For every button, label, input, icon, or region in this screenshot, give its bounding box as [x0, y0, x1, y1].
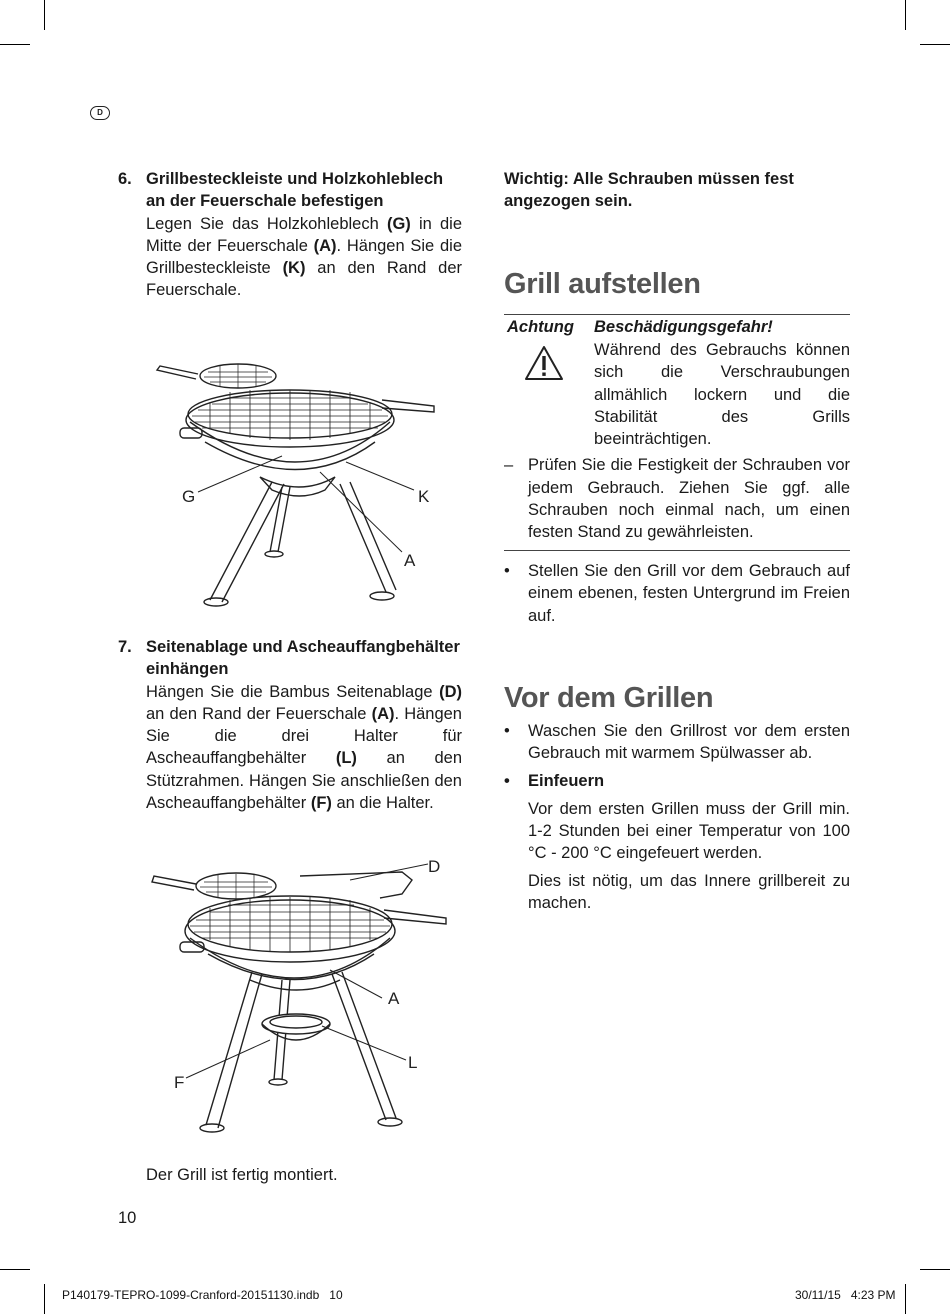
label-g: G: [182, 487, 196, 506]
label-a: A: [404, 551, 416, 570]
step-6: [118, 168, 462, 302]
page-number: 10: [118, 1209, 137, 1227]
warning-label: Achtung: [507, 318, 574, 336]
grill-diagram-charcoal-plate: [150, 352, 450, 614]
crop-mark: [920, 1269, 950, 1270]
warning-instruction: [504, 454, 850, 543]
crop-mark: [905, 1284, 906, 1314]
instruction-text: Prüfen Sie die Festigkeit der Schrauben vor jedem Gebrauch. Ziehen Sie ggf. alle Schrauben noch einmal nach, um einen festen Stand zu gewährleisten.: [528, 456, 850, 542]
step-7: [118, 636, 462, 814]
step-title: Seitenablage und Ascheauffangbehälter einhängen: [146, 638, 460, 679]
paragraph: Dies ist nötig, um das Innere grillbereit zu machen.: [528, 871, 850, 913]
section-heading-vor-dem-grillen: Vor dem Grillen: [504, 682, 714, 714]
step-body: Legen Sie das Holzkohleblech (G) in die Mitte der Feuerschale (A). Hängen Sie die Grillbesteckleiste (K) an den Rand der Feuerschale.: [146, 214, 463, 300]
step-number: 7.: [118, 638, 132, 656]
paragraph: Vor dem ersten Grillen muss der Grill min. 1-2 Stunden bei einer Temperatur von 100 °C - 200 °C eingefeuert werden.: [528, 799, 850, 863]
crop-mark: [0, 1269, 30, 1270]
crop-mark: [44, 1284, 45, 1314]
dash-marker: –: [504, 456, 514, 475]
crop-mark: [920, 44, 950, 45]
label-k: K: [418, 487, 430, 506]
important-note: Wichtig: Alle Schrauben müssen fest angezogen sein.: [504, 170, 794, 211]
step-number: 6.: [118, 170, 132, 188]
list-item: • Waschen Sie den Grillrost vor dem ersten Gebrauch mit warmem Spülwasser ab.: [504, 720, 850, 765]
closing-text: Der Grill ist fertig montiert.: [146, 1166, 338, 1184]
warning-title: Beschädigungsgefahr!: [594, 318, 773, 336]
step-title: Grillbesteckleiste und Holzkohleblech an der Feuerschale befestigen: [146, 170, 444, 211]
crop-mark: [905, 0, 906, 30]
warning-box: [504, 314, 850, 551]
step-body: Hängen Sie die Bambus Seitenablage (D) an den Rand der Feuerschale (A). Hängen Sie die drei Halter für Ascheauffangbehälter (L) an den Stützrahmen. Hängen Sie anschließen den Ascheauffangbehälter (F) an die Halter.: [146, 682, 462, 813]
label-a: A: [388, 989, 400, 1008]
bullet-text: Stellen Sie den Grill vor dem Gebrauch auf einem ebenen, festen Untergrund im Freien auf.: [528, 562, 850, 625]
crop-mark: [44, 0, 45, 30]
bullet-marker: •: [504, 562, 510, 580]
label-d: D: [428, 857, 441, 876]
before-grilling-list: [504, 720, 850, 914]
warning-text: Während des Gebrauchs können sich die Verschraubungen allmählich lockern und die Stabilität des Grills beeinträchtigen.: [594, 341, 850, 449]
label-f: F: [174, 1073, 185, 1092]
bullet-title: Einfeuern: [528, 771, 605, 790]
warning-triangle-icon: [524, 345, 564, 381]
crop-mark: [0, 44, 30, 45]
list-item: • Einfeuern: [504, 770, 850, 792]
setup-bullet: [504, 560, 850, 627]
footer-file-info: P140179-TEPRO-1099-Cranford-20151130.indb 10: [62, 1288, 343, 1302]
footer-timestamp: 30/11/15 4:23 PM: [795, 1288, 896, 1302]
language-badge: D: [90, 106, 110, 120]
label-l: L: [408, 1053, 418, 1072]
bullet-text: Waschen Sie den Grillrost vor dem ersten Gebrauch mit warmem Spülwasser ab.: [528, 722, 850, 763]
grill-diagram-side-table: [150, 850, 450, 1142]
section-heading-grill-aufstellen: Grill aufstellen: [504, 268, 701, 300]
